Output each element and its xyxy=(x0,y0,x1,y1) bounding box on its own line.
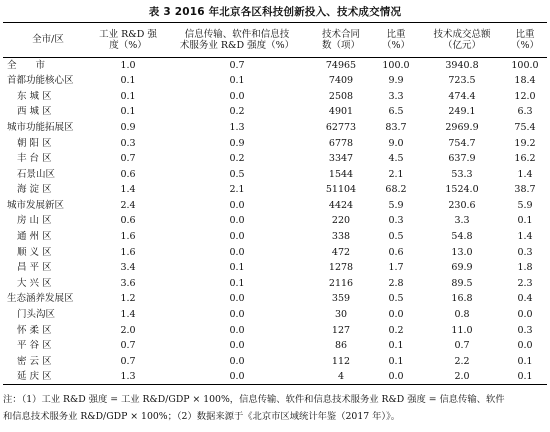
cell-contracts-share: 9.9 xyxy=(388,75,404,87)
cell-industry-rd: 1.4 xyxy=(120,184,136,196)
cell-district: 平 谷 区 xyxy=(17,340,52,352)
cell-amount-share: 16.2 xyxy=(514,153,536,165)
cell-contracts: 359 xyxy=(331,293,351,305)
table-row xyxy=(3,213,547,229)
cell-district: 通 州 区 xyxy=(17,231,52,243)
cell-amount-share: 0.1 xyxy=(503,369,547,385)
cell-contracts-share: 5.9 xyxy=(388,199,404,211)
cell-industry-rd: 0.6 xyxy=(120,168,136,180)
cell-contracts: 86 xyxy=(334,340,348,352)
table-row xyxy=(3,245,547,261)
cell-contracts-share: 0.0 xyxy=(388,309,404,321)
cell-industry-rd: 1.6 xyxy=(120,246,136,258)
cell-contracts-share: 83.7 xyxy=(385,121,407,133)
cell-amount-share: 0.3 xyxy=(517,246,533,258)
cell-industry-rd: 3.4 xyxy=(120,262,136,274)
cell-district: 首都功能核心区 xyxy=(7,75,74,87)
cell-info-rd: 0.0 xyxy=(163,369,311,385)
cell-contracts: 220 xyxy=(331,215,351,227)
table-row xyxy=(3,58,547,74)
header-info-rd: 信息传输、软件和信息技 术服务业 R&D 强度（%） xyxy=(163,23,311,58)
header-contracts: 技术合同 数（项） xyxy=(311,23,371,58)
cell-district: 丰 台 区 xyxy=(17,153,52,165)
cell-district: 生态涵养发展区 xyxy=(7,293,74,305)
cell-contracts: 7409 xyxy=(328,75,354,87)
cell-contracts: 62773 xyxy=(325,121,357,133)
cell-industry-rd: 1.2 xyxy=(120,293,136,305)
table-title: 表 3 2016 年北京各区科技创新投入、技术成交情况 xyxy=(148,6,402,18)
cell-district: 门头沟区 xyxy=(17,309,56,321)
cell-district: 海 淀 区 xyxy=(17,184,52,196)
header-amount: 技术成交总额 （亿元） xyxy=(421,23,503,58)
cell-info-rd: 0.1 xyxy=(229,75,245,87)
cell-industry-rd: 0.1 xyxy=(120,106,136,118)
cell-amount: 2969.9 xyxy=(445,121,479,133)
table-row xyxy=(3,151,547,167)
cell-contracts: 1278 xyxy=(328,262,354,274)
cell-district: 大 兴 区 xyxy=(17,277,52,289)
cell-amount-share: 0.0 xyxy=(517,340,533,352)
cell-contracts-share: 68.2 xyxy=(385,184,407,196)
cell-industry-rd: 0.7 xyxy=(120,153,136,165)
cell-amount-share: 1.4 xyxy=(517,168,533,180)
cell-contracts-share: 0.3 xyxy=(388,215,404,227)
cell-contracts-share: 0.1 xyxy=(388,355,404,367)
table-row xyxy=(3,291,547,307)
cell-amount: 0.7 xyxy=(454,340,470,352)
table-row xyxy=(3,307,547,323)
table-row xyxy=(3,354,547,370)
cell-info-rd: 2.1 xyxy=(229,184,245,196)
cell-contracts-share: 2.1 xyxy=(388,168,404,180)
table-header-row xyxy=(3,23,547,58)
cell-info-rd: 0.1 xyxy=(229,277,245,289)
table-row xyxy=(3,198,547,214)
cell-amount-share: 18.4 xyxy=(514,75,536,87)
cell-industry-rd: 0.1 xyxy=(120,75,136,87)
table-notes xyxy=(3,391,547,425)
cell-contracts: 4901 xyxy=(328,106,354,118)
cell-amount-share: 0.1 xyxy=(517,215,533,227)
cell-district: 延 庆 区 xyxy=(3,369,93,385)
header-contracts-share: 比重 （%） xyxy=(371,23,421,58)
cell-industry-rd: 1.3 xyxy=(93,369,163,385)
cell-industry-rd: 0.7 xyxy=(120,355,136,367)
cell-district: 房 山 区 xyxy=(17,215,52,227)
cell-district: 顺 义 区 xyxy=(17,246,52,258)
table-row xyxy=(3,120,547,136)
cell-info-rd: 1.3 xyxy=(229,121,245,133)
cell-industry-rd: 0.3 xyxy=(120,137,136,149)
cell-contracts-share: 0.2 xyxy=(388,324,404,336)
cell-amount-share: 2.3 xyxy=(517,277,533,289)
cell-amount-share: 75.4 xyxy=(514,121,536,133)
cell-industry-rd: 2.4 xyxy=(120,199,136,211)
cell-amount: 230.6 xyxy=(448,199,476,211)
cell-contracts: 1544 xyxy=(328,168,354,180)
cell-industry-rd: 1.6 xyxy=(120,231,136,243)
table-row xyxy=(3,135,547,151)
cell-contracts-share: 4.5 xyxy=(388,153,404,165)
cell-amount: 54.8 xyxy=(451,231,473,243)
cell-amount: 89.5 xyxy=(451,277,473,289)
cell-contracts-share: 2.8 xyxy=(388,277,404,289)
cell-amount-share: 1.4 xyxy=(517,231,533,243)
table-row xyxy=(3,323,547,339)
cell-info-rd: 0.2 xyxy=(229,106,245,118)
cell-info-rd: 0.9 xyxy=(229,137,245,149)
cell-contracts: 74965 xyxy=(325,59,357,71)
cell-amount: 474.4 xyxy=(448,90,476,102)
cell-contracts-share: 0.1 xyxy=(388,340,404,352)
cell-amount-share: 19.2 xyxy=(514,137,536,149)
cell-amount-share: 6.3 xyxy=(517,106,533,118)
cell-info-rd: 0.0 xyxy=(229,215,245,227)
cell-info-rd: 0.0 xyxy=(229,90,245,102)
cell-contracts-share: 3.3 xyxy=(388,90,404,102)
cell-amount: 3940.8 xyxy=(445,59,479,71)
cell-contracts-share: 6.5 xyxy=(388,106,404,118)
cell-amount: 0.8 xyxy=(454,309,470,321)
cell-industry-rd: 0.1 xyxy=(120,90,136,102)
cell-district: 密 云 区 xyxy=(17,355,52,367)
cell-contracts-share: 0.5 xyxy=(388,293,404,305)
cell-contracts: 2508 xyxy=(328,90,354,102)
cell-amount-share: 1.8 xyxy=(517,262,533,274)
cell-industry-rd: 0.6 xyxy=(120,215,136,227)
cell-district: 怀 柔 区 xyxy=(17,324,52,336)
cell-amount: 754.7 xyxy=(448,137,476,149)
cell-district: 石景山区 xyxy=(17,168,56,180)
cell-contracts: 51104 xyxy=(325,184,357,196)
cell-info-rd: 0.0 xyxy=(229,309,245,321)
cell-industry-rd: 0.7 xyxy=(120,340,136,352)
cell-industry-rd: 0.9 xyxy=(120,121,136,133)
cell-amount: 2.2 xyxy=(454,355,470,367)
cell-amount-share: 12.0 xyxy=(514,90,536,102)
table-row xyxy=(3,73,547,89)
cell-contracts: 30 xyxy=(334,309,348,321)
cell-info-rd: 0.0 xyxy=(229,355,245,367)
cell-amount: 1524.0 xyxy=(445,184,479,196)
cell-industry-rd: 3.6 xyxy=(120,277,136,289)
cell-info-rd: 0.0 xyxy=(229,199,245,211)
cell-district: 朝 阳 区 xyxy=(17,137,52,149)
cell-amount-share: 0.3 xyxy=(517,324,533,336)
cell-district: 全 市 xyxy=(7,59,46,71)
cell-info-rd: 0.5 xyxy=(229,168,245,180)
header-amount-share: 比重 （%） xyxy=(503,23,547,58)
cell-contracts: 127 xyxy=(331,324,351,336)
cell-contracts: 6778 xyxy=(328,137,354,149)
cell-contracts-share: 0.6 xyxy=(388,246,404,258)
note-line: 和信息技术服务业 R&D/GDP × 100%；（2）数据来源于《北京市区域统计年鉴（2017 年）》。 xyxy=(3,411,401,422)
cell-district: 西 城 区 xyxy=(17,106,52,118)
cell-info-rd: 0.0 xyxy=(229,231,245,243)
cell-amount: 249.1 xyxy=(448,106,476,118)
cell-industry-rd: 1.0 xyxy=(120,59,136,71)
cell-amount: 3.3 xyxy=(454,215,470,227)
cell-info-rd: 0.2 xyxy=(229,153,245,165)
table-row xyxy=(3,182,547,198)
cell-contracts: 4424 xyxy=(328,199,354,211)
table-row xyxy=(3,369,547,385)
table-row xyxy=(3,229,547,245)
cell-contracts-share: 9.0 xyxy=(388,137,404,149)
cell-industry-rd: 2.0 xyxy=(120,324,136,336)
cell-amount: 637.9 xyxy=(448,153,476,165)
cell-contracts: 4 xyxy=(311,369,371,385)
cell-contracts: 3347 xyxy=(328,153,354,165)
cell-contracts-share: 1.7 xyxy=(388,262,404,274)
cell-contracts: 472 xyxy=(331,246,351,258)
cell-amount: 16.8 xyxy=(451,293,473,305)
table-row xyxy=(3,276,547,292)
cell-amount: 13.0 xyxy=(451,246,473,258)
cell-contracts-share: 0.5 xyxy=(388,231,404,243)
cell-contracts: 112 xyxy=(331,355,351,367)
cell-amount-share: 0.1 xyxy=(517,355,533,367)
table-row xyxy=(3,89,547,105)
cell-info-rd: 0.0 xyxy=(229,293,245,305)
cell-contracts-share: 100.0 xyxy=(382,59,410,71)
cell-amount: 69.9 xyxy=(451,262,473,274)
cell-amount-share: 0.4 xyxy=(517,293,533,305)
table-row xyxy=(3,338,547,354)
cell-contracts-share: 0.0 xyxy=(371,369,421,385)
cell-info-rd: 0.0 xyxy=(229,340,245,352)
cell-info-rd: 0.0 xyxy=(229,324,245,336)
cell-info-rd: 0.7 xyxy=(229,59,245,71)
cell-district: 城市功能拓展区 xyxy=(7,121,74,133)
table-row xyxy=(3,260,547,276)
cell-industry-rd: 1.4 xyxy=(120,309,136,321)
cell-contracts: 2116 xyxy=(328,277,354,289)
header-industry-rd: 工业 R&D 强 度（%） xyxy=(93,23,163,58)
cell-amount: 2.0 xyxy=(421,369,503,385)
cell-amount-share: 0.0 xyxy=(517,309,533,321)
header-district: 全市/区 xyxy=(3,23,93,58)
table-row xyxy=(3,104,547,120)
cell-amount: 723.5 xyxy=(448,75,476,87)
cell-amount-share: 38.7 xyxy=(514,184,536,196)
cell-amount: 11.0 xyxy=(451,324,473,336)
cell-district: 昌 平 区 xyxy=(17,262,52,274)
cell-district: 城市发展新区 xyxy=(7,199,65,211)
cell-amount-share: 100.0 xyxy=(511,59,539,71)
cell-amount-share: 5.9 xyxy=(517,199,533,211)
cell-district: 东 城 区 xyxy=(17,90,52,102)
statistics-table xyxy=(3,22,547,385)
note-line: 注：（1）工业 R&D 强度 = 工业 R&D/GDP × 100%，信息传输、软件和信息技术服务业 R&D 强度 = 信息传输、软件 xyxy=(3,394,505,405)
table-row xyxy=(3,167,547,183)
cell-amount: 53.3 xyxy=(451,168,473,180)
cell-contracts: 338 xyxy=(331,231,351,243)
cell-info-rd: 0.0 xyxy=(229,246,245,258)
cell-info-rd: 0.1 xyxy=(229,262,245,274)
